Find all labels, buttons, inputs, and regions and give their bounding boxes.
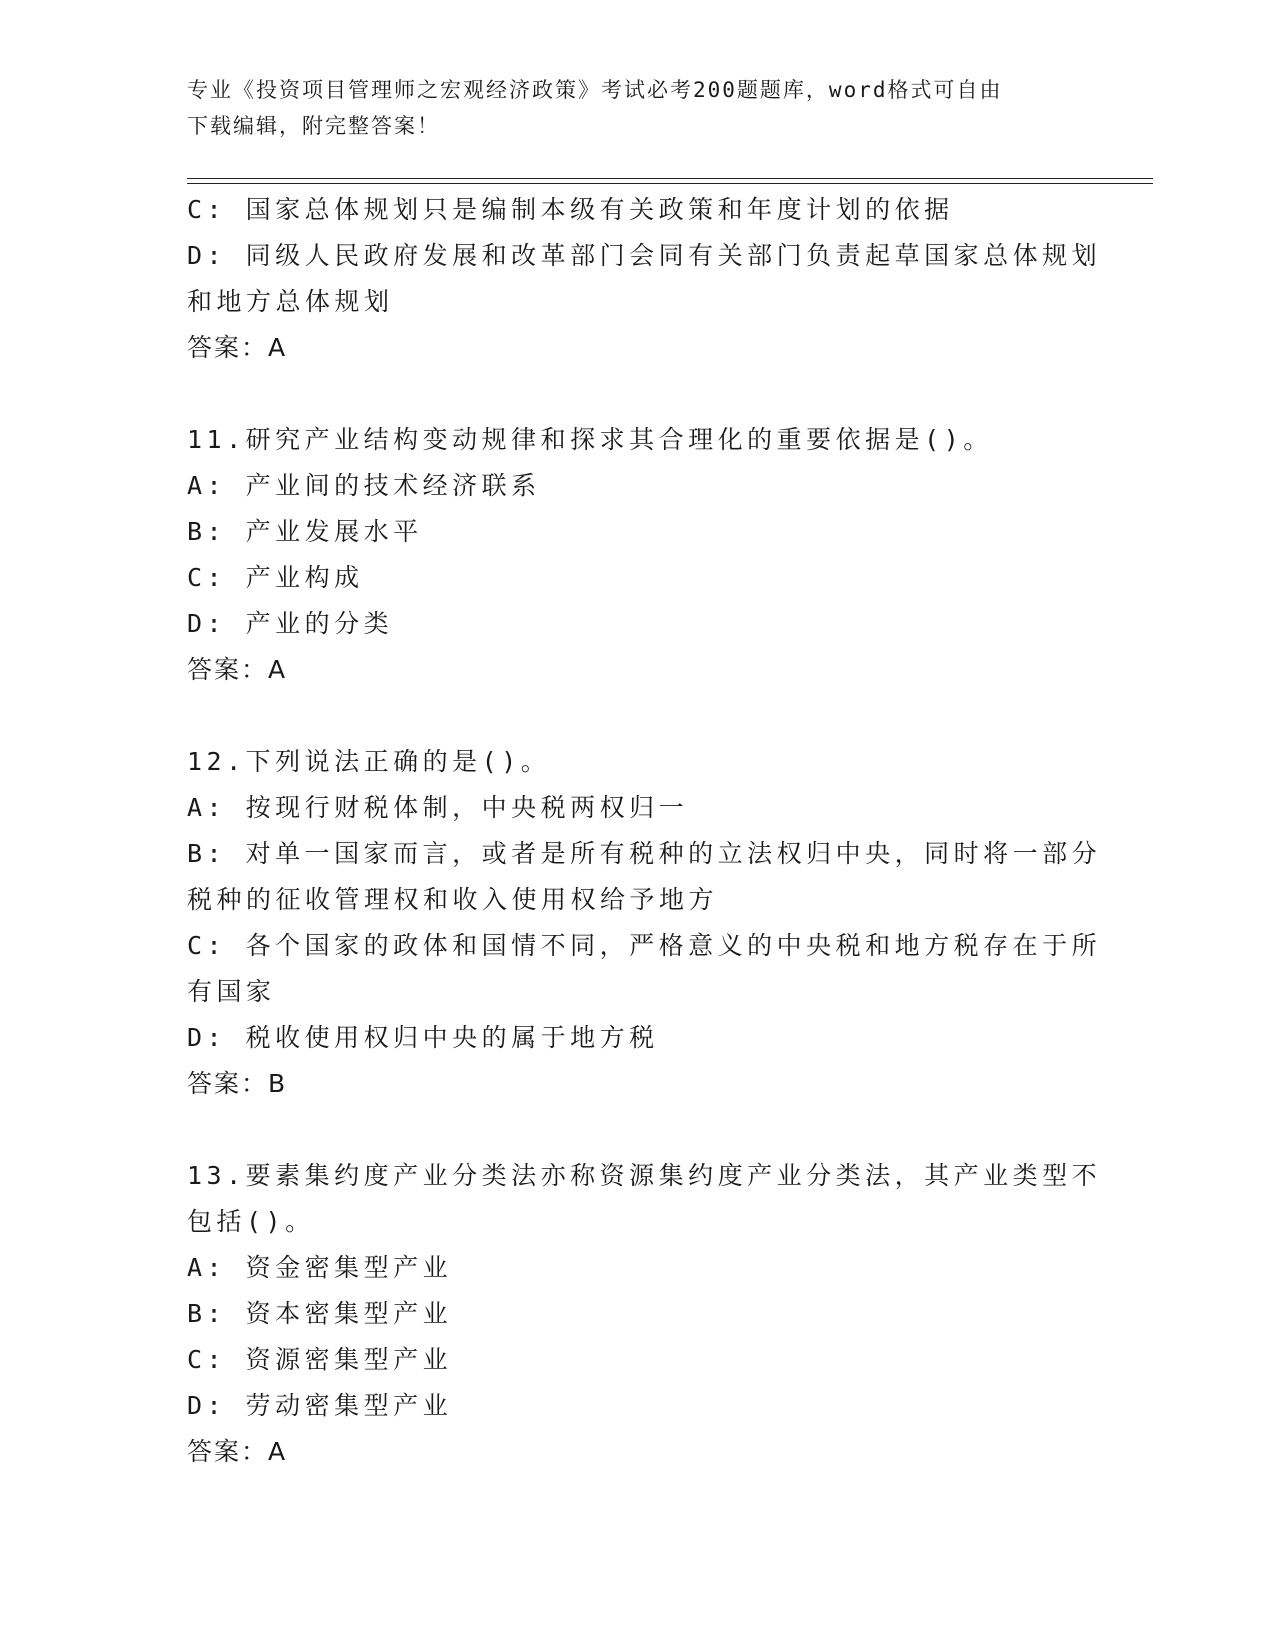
header-divider-bottom: [187, 183, 1153, 184]
spacer: [187, 693, 1087, 739]
question-10-tail: [187, 187, 1102, 371]
option-c-line-2: 有国家: [187, 977, 276, 1006]
option-a: A: 产业间的技术经济联系: [187, 471, 541, 500]
option-d: D: 产业的分类: [187, 609, 394, 638]
option-c: C: 资源密集型产业: [187, 1345, 453, 1374]
option-b-line-2: 税种的征收管理权和收入使用权给予地方: [187, 885, 719, 914]
option-c: C: 产业构成: [187, 563, 364, 592]
option-b: B: 产业发展水平: [187, 517, 423, 546]
question-list: [187, 187, 1102, 1475]
header-divider-top: [187, 178, 1153, 179]
header-line-2: 下载编辑，附完整答案！: [187, 114, 440, 138]
question-stem-line-1: 13.要素集约度产业分类法亦称资源集约度产业分类法，其产业类型不: [187, 1161, 1102, 1190]
spacer: [187, 1107, 1087, 1153]
question-13: [187, 1153, 1102, 1475]
answer: 答案：A: [187, 333, 288, 362]
option-a: A: 按现行财税体制，中央税两权归一: [187, 793, 689, 822]
option-b-line-1: B: 对单一国家而言，或者是所有税种的立法权归中央，同时将一部分: [187, 839, 1102, 868]
option-b: B: 资本密集型产业: [187, 1299, 453, 1328]
question-stem: 11.研究产业结构变动规律和探求其合理化的重要依据是()。: [187, 425, 993, 454]
option-d-line-1: D: 同级人民政府发展和改革部门会同有关部门负责起草国家总体规划: [187, 241, 1102, 270]
question-12: [187, 739, 1102, 1107]
question-stem: 12.下列说法正确的是()。: [187, 747, 551, 776]
answer: 答案：B: [187, 1069, 288, 1098]
answer: 答案：A: [187, 655, 288, 684]
option-d-line-2: 和地方总体规划: [187, 287, 394, 316]
option-c: C: 国家总体规划只是编制本级有关政策和年度计划的依据: [187, 195, 954, 224]
spacer: [187, 371, 1087, 417]
header-line-1: 专业《投资项目管理师之宏观经济政策》考试必考200题题库，word格式可自由: [187, 78, 1003, 102]
option-d: D: 税收使用权归中央的属于地方税: [187, 1023, 659, 1052]
question-stem-line-2: 包括()。: [187, 1207, 315, 1236]
answer: 答案：A: [187, 1437, 288, 1466]
option-c-line-1: C: 各个国家的政体和国情不同，严格意义的中央税和地方税存在于所: [187, 931, 1102, 960]
option-a: A: 资金密集型产业: [187, 1253, 453, 1282]
question-11: [187, 417, 1087, 693]
option-d: D: 劳动密集型产业: [187, 1391, 453, 1420]
document-header: [187, 72, 1067, 144]
